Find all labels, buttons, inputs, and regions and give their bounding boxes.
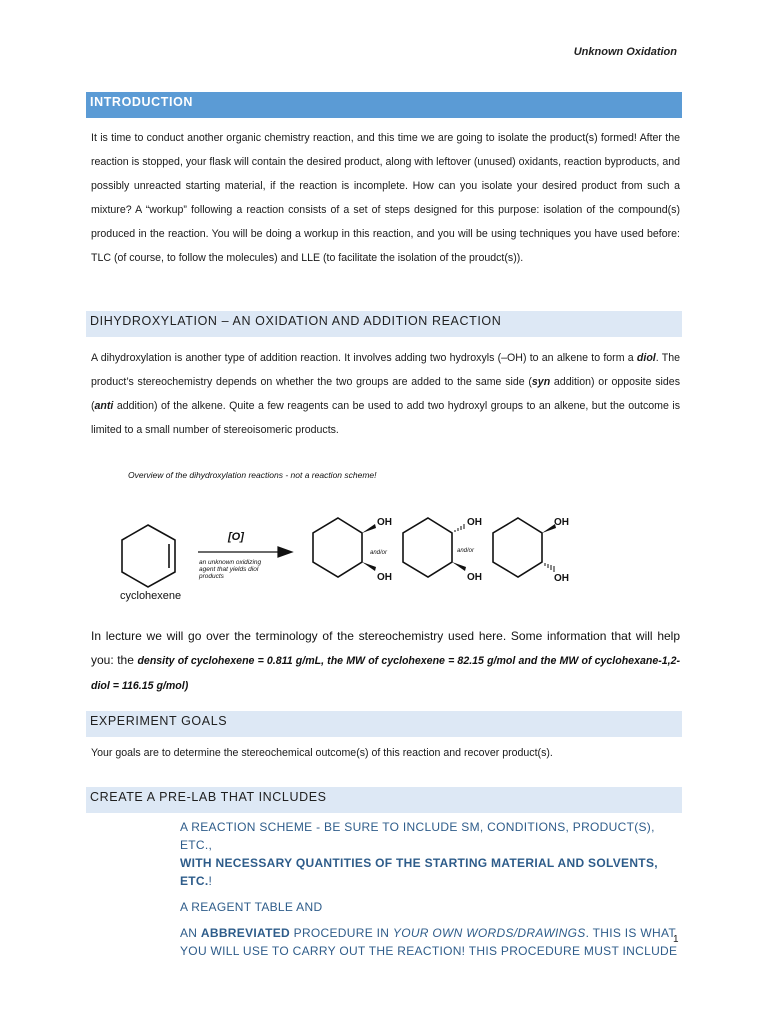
prelab-item-3-text-e: . THIS IS WHAT YOU WILL USE TO CARRY OUT THE REACTION! THIS PROCEDURE MUST INCLUDE bbox=[180, 926, 678, 958]
hash-bond-3b bbox=[545, 563, 554, 572]
dihydroxylation-text-1: A dihydroxylation is another type of addition reaction. It involves adding two hydroxyls (–OH) to an alkene to form a bbox=[91, 352, 637, 364]
wedge-bond-2b bbox=[452, 562, 466, 571]
dihydroxylation-text-3: addition) or opposite sides ( bbox=[91, 376, 680, 412]
reagent-label: [O] bbox=[228, 531, 244, 543]
diol-term: diol bbox=[636, 352, 656, 364]
dihydroxylation-text-4: addition) of the alkene. Quite a few reagents can be used to add two hydroxyl groups to an alkene, but the outcome is limited to a small number of stereoisomeric products. bbox=[91, 400, 680, 436]
prelab-item-1-text-a: A REACTION SCHEME - BE SURE TO INCLUDE SM, CONDITIONS, PRODUCT(S), ETC., bbox=[180, 820, 655, 852]
lecture-paragraph bbox=[91, 624, 680, 698]
lecture-text: In lecture we will go over the terminology of the stereochemistry used here. Some information that will help you: the bbox=[91, 629, 680, 667]
prelab-item-1-text-b: WITH NECESSARY QUANTITIES OF THE STARTING MATERIAL AND SOLVENTS, ETC. bbox=[180, 856, 658, 888]
running-header: Unknown Oxidation bbox=[573, 46, 677, 58]
diol-product-2 bbox=[403, 518, 452, 577]
wedge-bond-1b bbox=[362, 562, 376, 571]
diol-product-3 bbox=[493, 518, 542, 577]
dihydroxylation-text-2: . The product’s stereochemistry depends on whether the two groups are added to the same side ( bbox=[91, 352, 680, 388]
reagent-note-2: agent that yields diol bbox=[199, 566, 259, 573]
hash-bond-2a bbox=[455, 524, 464, 532]
introduction-paragraph: It is time to conduct another organic chemistry reaction, and this time we are going to isolate the product(s) formed! After the reaction is stopped, your flask will contain the desired product, along with leftover (unused) oxidants, reaction byproducts, and possibly unreacted starting material, if the reaction is incomplete. How can you isolate your desired product from such a mixture? A “workup” following a reaction consists of a set of steps designed for this purpose: isolation of the compound(s) produced in the reaction. You will be doing a workup in this reaction, and you will be using techniques you have used before: TLC (of course, to follow the molecules) and LLE (to facilitate the isolation of the proudct(s)). bbox=[91, 132, 680, 264]
andor-label-2: and/or bbox=[457, 548, 475, 554]
oh-label-1a: OH bbox=[377, 517, 392, 528]
oh-label-2b: OH bbox=[467, 572, 482, 583]
prelab-item-1-text-c: ! bbox=[208, 874, 213, 888]
prelab-list bbox=[180, 818, 680, 968]
prelab-item-3-text-c: PROCEDURE IN bbox=[290, 926, 393, 940]
lecture-data: density of cyclohexene = 0.811 g/mL, the MW of cyclohexene = 82.15 g/mol and the MW of cyclohexane-1,2-diol = 116.15 g/mol) bbox=[91, 655, 680, 692]
prelab-item-reagent-table: A REAGENT TABLE AND bbox=[180, 900, 323, 914]
cyclohexene-label: cyclohexene bbox=[120, 590, 182, 602]
reagent-note-3: products bbox=[199, 573, 224, 580]
page-number: 1 bbox=[673, 934, 679, 945]
section-heading-goals: EXPERIMENT GOALS bbox=[86, 711, 682, 737]
oh-label-3a: OH bbox=[554, 517, 569, 528]
prelab-item-reaction-scheme bbox=[180, 818, 680, 890]
section-heading-introduction: INTRODUCTION bbox=[86, 92, 682, 118]
syn-term: syn bbox=[531, 376, 551, 388]
prelab-item-3-text-d: YOUR OWN WORDS/DRAWINGS bbox=[392, 926, 586, 940]
section-heading-prelab: CREATE A PRE-LAB THAT INCLUDES bbox=[86, 787, 682, 813]
wedge-bond-1a bbox=[362, 524, 376, 533]
reaction-arrow bbox=[198, 547, 292, 557]
oh-label-1b: OH bbox=[377, 572, 392, 583]
reagent-note-1: an unknown oxidizing bbox=[199, 559, 262, 566]
dihydroxylation-figure bbox=[118, 456, 569, 616]
figure-caption: Overview of the dihydroxylation reactions - not a reaction scheme! bbox=[128, 470, 377, 480]
diol-product-1 bbox=[313, 518, 362, 577]
prelab-item-3-text-a: AN bbox=[180, 926, 201, 940]
oh-label-3b: OH bbox=[554, 573, 569, 584]
prelab-item-procedure bbox=[180, 924, 680, 960]
section-heading-dihydroxylation: DIHYDROXYLATION – AN OXIDATION AND ADDITION REACTION bbox=[86, 311, 682, 337]
prelab-item-3-text-b: ABBREVIATED bbox=[200, 926, 290, 940]
goals-paragraph: Your goals are to determine the stereochemical outcome(s) of this reaction and recover product(s). bbox=[91, 747, 553, 759]
andor-label-1: and/or bbox=[370, 550, 388, 556]
dihydroxylation-paragraph bbox=[91, 346, 680, 442]
reaction-overview-diagram bbox=[118, 456, 569, 616]
oh-label-2a: OH bbox=[467, 517, 482, 528]
anti-term: anti bbox=[94, 400, 114, 412]
cyclohexene-structure bbox=[122, 525, 175, 587]
